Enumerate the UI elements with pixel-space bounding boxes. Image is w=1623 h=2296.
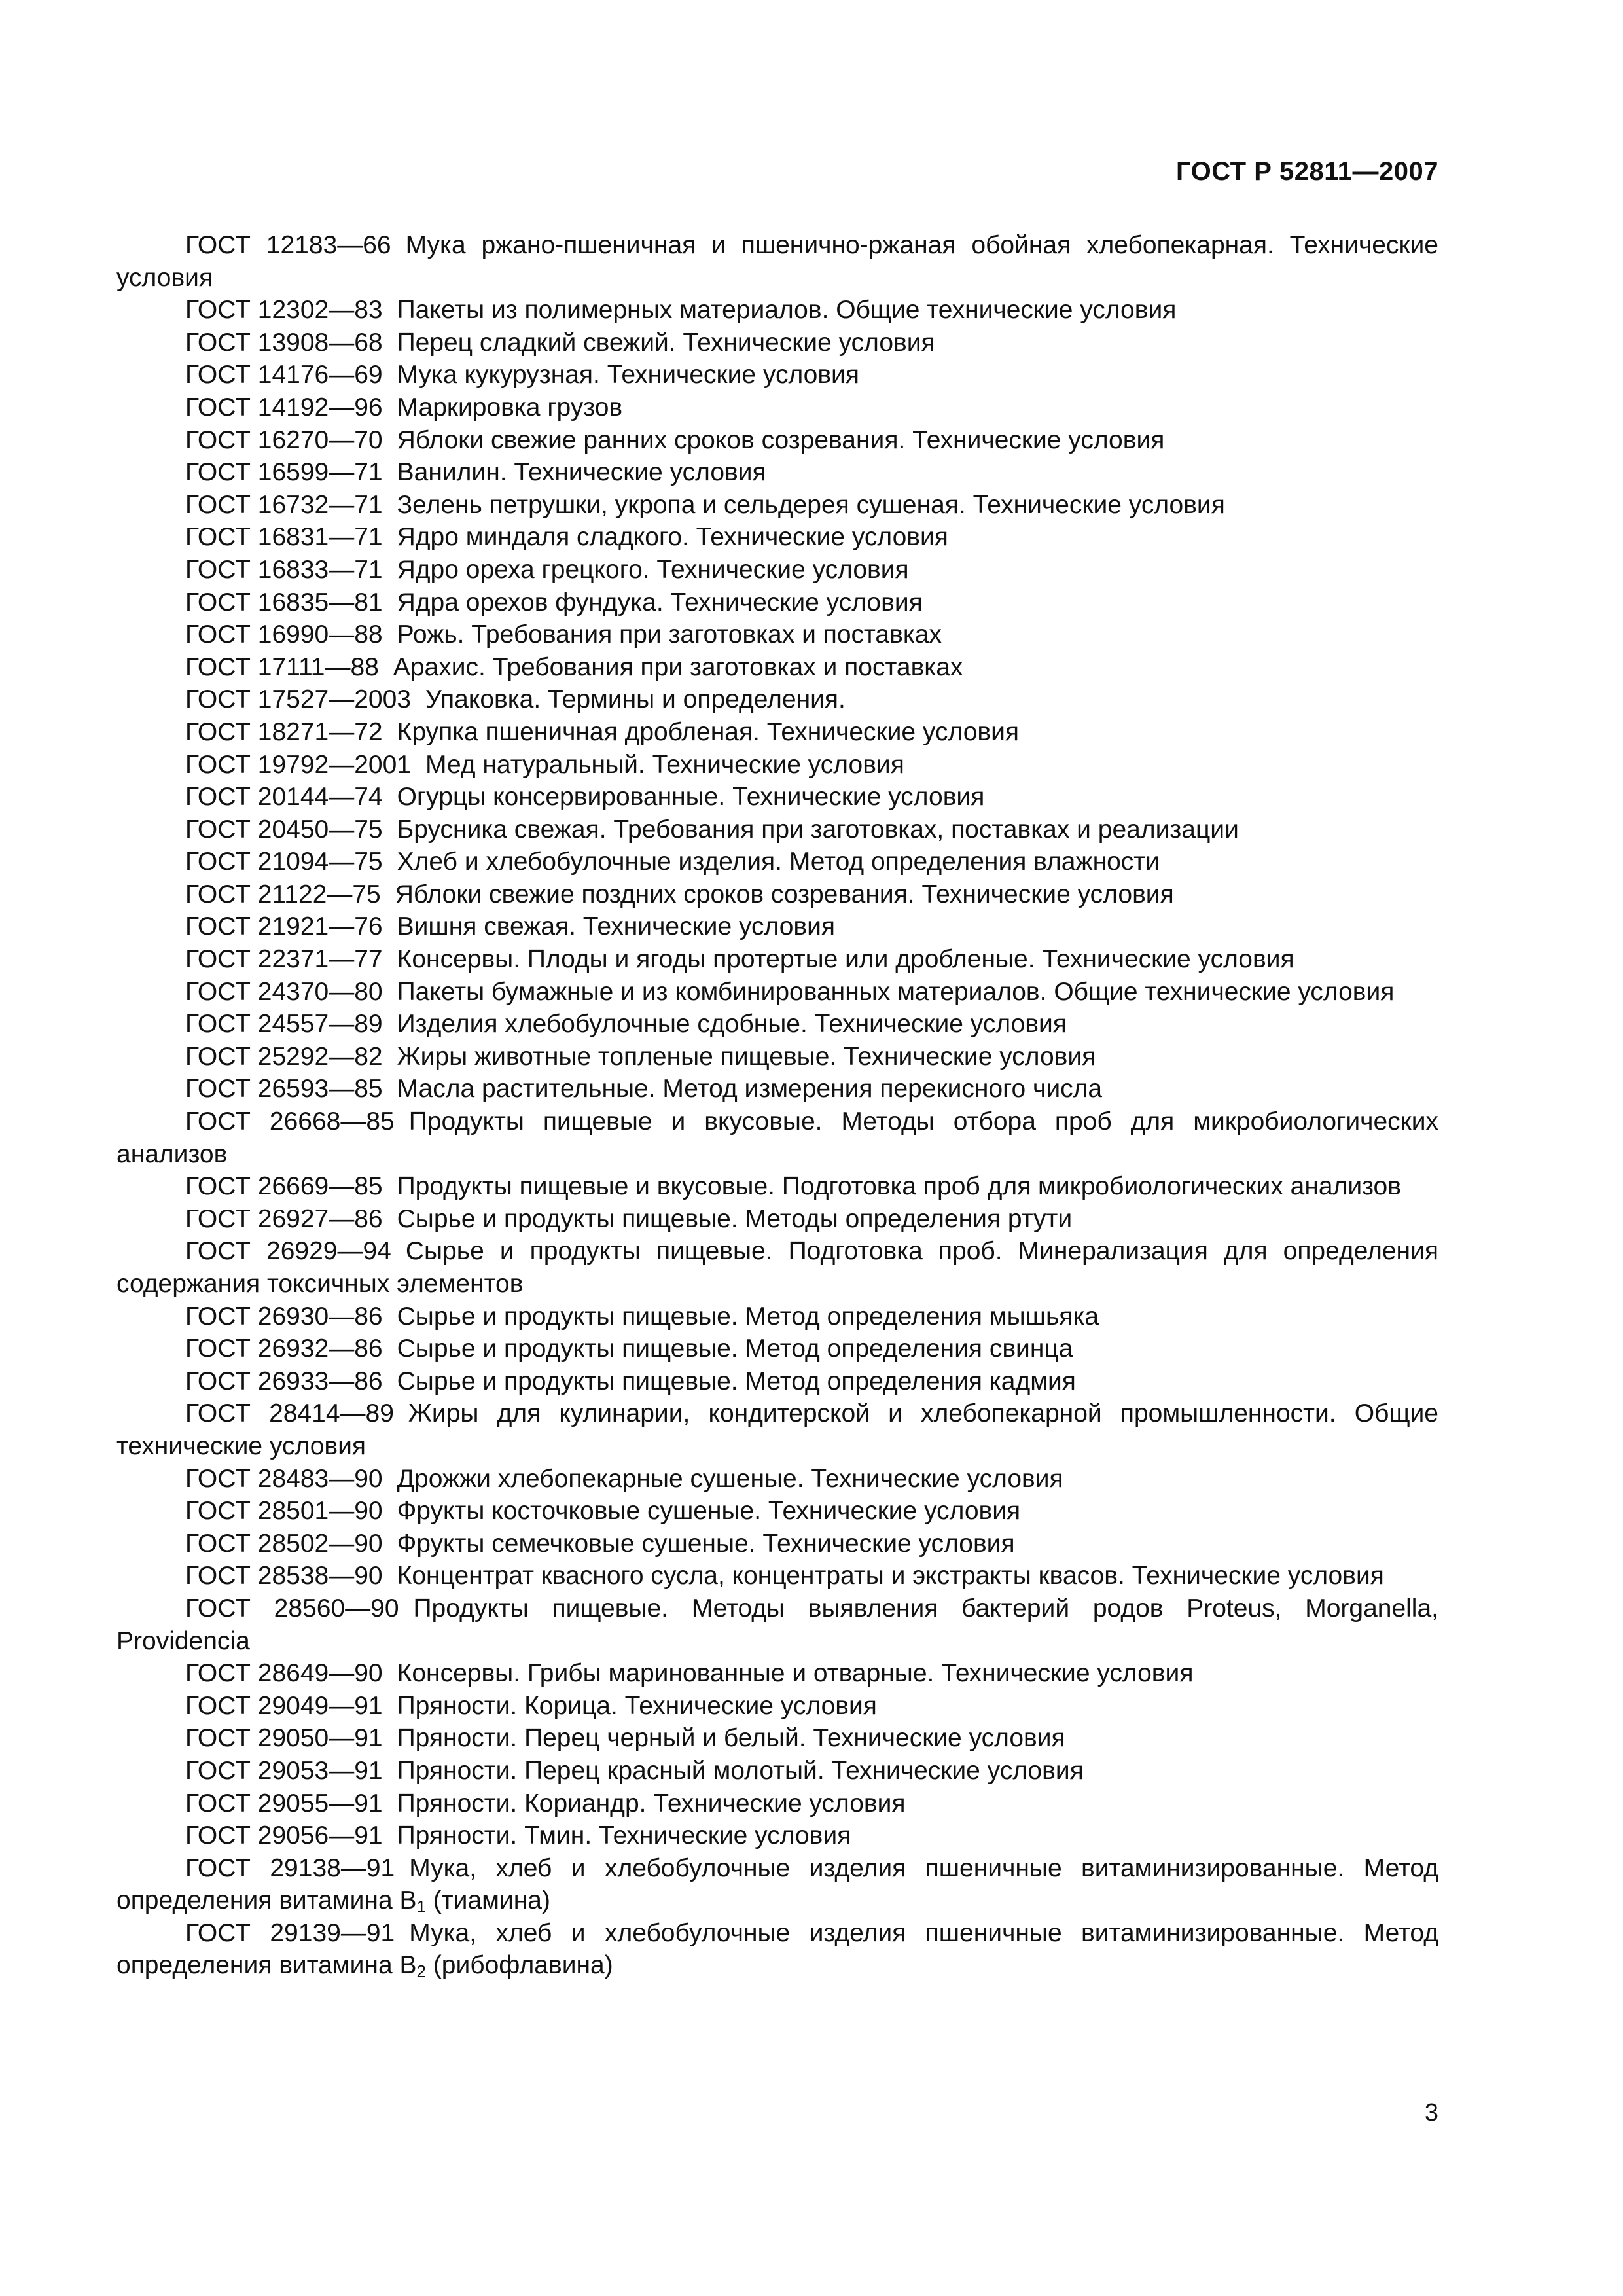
- reference-title: Продукты пищевые и вкусовые. Подготовка проб для микробиологических анализов: [397, 1172, 1401, 1201]
- reference-title: Консервы. Плоды и ягоды протертые или дробленые. Технические условия: [397, 945, 1294, 974]
- reference-code: ГОСТ 18271—72: [185, 717, 383, 746]
- reference-entry: [116, 943, 1438, 976]
- reference-code: ГОСТ 26669—85: [185, 1172, 383, 1201]
- reference-title: Яблоки свежие ранних сроков созревания. Технические условия: [397, 425, 1165, 454]
- reference-entry: [116, 1657, 1438, 1690]
- reference-entry: [116, 1495, 1438, 1528]
- reference-title: Перец сладкий свежий. Технические условия: [397, 328, 935, 357]
- reference-code: ГОСТ 21122—75: [185, 880, 381, 908]
- reference-title: Яблоки свежие поздних сроков созревания. Технические условия: [395, 880, 1174, 908]
- reference-title: Маркировка грузов: [397, 393, 623, 422]
- reference-title: Фрукты косточковые сушеные. Технические условия: [397, 1497, 1021, 1526]
- reference-code: ГОСТ 29138—91: [185, 1854, 395, 1882]
- reference-code: ГОСТ 16833—71: [185, 555, 383, 584]
- reference-entry: [116, 294, 1438, 327]
- reference-code: ГОСТ 28649—90: [185, 1659, 383, 1688]
- reference-title: Ванилин. Технические условия: [397, 458, 766, 487]
- reference-title: Мука кукурузная. Технические условия: [397, 361, 859, 389]
- reference-code: ГОСТ 29049—91: [185, 1691, 383, 1720]
- reference-code: ГОСТ 29056—91: [185, 1821, 383, 1850]
- reference-code: ГОСТ 14176—69: [185, 361, 383, 389]
- reference-title: Сырье и продукты пищевые. Метод определения мышьяка: [397, 1302, 1099, 1331]
- reference-code: ГОСТ 21094—75: [185, 848, 383, 876]
- reference-entry: [116, 1917, 1438, 1982]
- reference-title: Огурцы консервированные. Технические условия: [397, 783, 985, 812]
- reference-code: ГОСТ 28560—90: [185, 1594, 399, 1623]
- reference-entry: [116, 1722, 1438, 1755]
- reference-entry: [116, 1170, 1438, 1203]
- reference-entry: [116, 716, 1438, 749]
- reference-title: Дрожжи хлебопекарные сушеные. Технические условия: [397, 1464, 1063, 1493]
- reference-entry: [116, 327, 1438, 359]
- reference-entry: [116, 878, 1438, 911]
- reference-code: ГОСТ 12302—83: [185, 296, 383, 325]
- reference-title: Брусника свежая. Требования при заготовках, поставках и реализации: [397, 815, 1239, 844]
- reference-title: Пряности. Кориандр. Технические условия: [397, 1789, 906, 1818]
- reference-title: Пакеты бумажные и из комбинированных материалов. Общие технические условия: [397, 977, 1395, 1006]
- reference-code: ГОСТ 29139—91: [185, 1918, 395, 1947]
- reference-title: Сырье и продукты пищевые. Метод определения кадмия: [397, 1367, 1076, 1395]
- reference-code: ГОСТ 26930—86: [185, 1302, 383, 1331]
- reference-entry: [116, 1463, 1438, 1496]
- reference-code: ГОСТ 16831—71: [185, 523, 383, 552]
- reference-entry: [116, 1203, 1438, 1236]
- reference-code: ГОСТ 26933—86: [185, 1367, 383, 1395]
- reference-code: ГОСТ 28502—90: [185, 1529, 383, 1558]
- reference-title: Крупка пшеничная дробленая. Технические условия: [397, 717, 1020, 746]
- reference-entry: [116, 846, 1438, 878]
- reference-title: Продукты пищевые и вкусовые. Методы отбора проб для микробиологических анализов: [116, 1107, 1438, 1168]
- reference-title: Рожь. Требования при заготовках и поставках: [397, 620, 942, 649]
- reference-entry: [116, 1755, 1438, 1787]
- reference-code: ГОСТ 25292—82: [185, 1042, 383, 1071]
- reference-entry: [116, 1073, 1438, 1105]
- reference-title: Пряности. Тмин. Технические условия: [397, 1821, 851, 1850]
- reference-title: Хлеб и хлебобулочные изделия. Метод определения влажности: [397, 848, 1160, 876]
- reference-title: Жиры для кулинарии, кондитерской и хлебопекарной промышленности. Общие технические условия: [116, 1399, 1438, 1460]
- reference-entry: [116, 359, 1438, 391]
- reference-code: ГОСТ 26929—94: [185, 1237, 391, 1266]
- reference-title: Пряности. Перец черный и белый. Технические условия: [397, 1724, 1065, 1753]
- reference-entry: [116, 229, 1438, 294]
- reference-entry: [116, 1041, 1438, 1073]
- reference-entry: [116, 781, 1438, 814]
- reference-entry: [116, 1365, 1438, 1398]
- reference-code: ГОСТ 19792—2001: [185, 750, 412, 779]
- reference-code: ГОСТ 29055—91: [185, 1789, 383, 1818]
- reference-code: ГОСТ 21921—76: [185, 912, 383, 941]
- reference-entry: [116, 1560, 1438, 1592]
- reference-title: Арахис. Требования при заготовках и поставках: [393, 653, 963, 681]
- reference-title: Жиры животные топленые пищевые. Технические условия: [397, 1042, 1096, 1071]
- reference-title: Пряности. Перец красный молотый. Технические условия: [397, 1756, 1084, 1785]
- reference-title: Зелень петрушки, укропа и сельдерея сушеная. Технические условия: [397, 490, 1225, 519]
- reference-code: ГОСТ 16270—70: [185, 425, 383, 454]
- reference-title: Консервы. Грибы маринованные и отварные. Технические условия: [397, 1659, 1194, 1688]
- reference-subscript: 1: [416, 1897, 426, 1917]
- document-number-header: ГОСТ Р 52811—2007: [1176, 157, 1438, 186]
- reference-title: Упаковка. Термины и определения.: [425, 685, 846, 714]
- reference-title: Мука, хлеб и хлебобулочные изделия пшеничные витаминизированные. Метод определения витамина B: [116, 1854, 1438, 1915]
- page-number: 3: [1424, 2099, 1438, 2126]
- reference-code: ГОСТ 17527—2003: [185, 685, 412, 714]
- reference-entry: [116, 391, 1438, 424]
- reference-entry: [116, 521, 1438, 554]
- reference-title-tail: (тиамина): [425, 1886, 550, 1915]
- reference-code: ГОСТ 28538—90: [185, 1562, 383, 1590]
- reference-title: Мука ржано-пшеничная и пшенично-ржаная обойная хлебопекарная. Технические условия: [116, 231, 1438, 292]
- reference-code: ГОСТ 28483—90: [185, 1464, 383, 1493]
- reference-title: Продукты пищевые. Методы выявления бактерий родов Proteus, Morganella, Providencia: [116, 1594, 1438, 1655]
- reference-code: ГОСТ 24370—80: [185, 977, 383, 1006]
- reference-entry: [116, 1820, 1438, 1852]
- reference-title: Мед натуральный. Технические условия: [425, 750, 904, 779]
- reference-title: Сырье и продукты пищевые. Методы определения ртути: [397, 1204, 1073, 1233]
- reference-title: Изделия хлебобулочные сдобные. Технические условия: [397, 1010, 1067, 1039]
- reference-code: ГОСТ 26593—85: [185, 1075, 383, 1103]
- reference-code: ГОСТ 13908—68: [185, 328, 383, 357]
- reference-title: Сырье и продукты пищевые. Подготовка проб. Минерализация для определения содержания токсичных элементов: [116, 1237, 1438, 1298]
- reference-entry: [116, 814, 1438, 846]
- reference-code: ГОСТ 29053—91: [185, 1756, 383, 1785]
- reference-title: Сырье и продукты пищевые. Метод определения свинца: [397, 1335, 1073, 1363]
- reference-title: Вишня свежая. Технические условия: [397, 912, 836, 941]
- reference-code: ГОСТ 14192—96: [185, 393, 383, 422]
- reference-title: Пряности. Корица. Технические условия: [397, 1691, 877, 1720]
- reference-code: ГОСТ 22371—77: [185, 945, 383, 974]
- reference-entry: [116, 1235, 1438, 1300]
- reference-entry: [116, 1852, 1438, 1917]
- reference-title: Пакеты из полимерных материалов. Общие технические условия: [397, 296, 1177, 325]
- reference-title: Мука, хлеб и хлебобулочные изделия пшеничные витаминизированные. Метод определения витамина B: [116, 1918, 1438, 1980]
- reference-entry: [116, 554, 1438, 586]
- reference-entry: [116, 1300, 1438, 1333]
- reference-entry: [116, 910, 1438, 943]
- reference-entry: [116, 749, 1438, 781]
- reference-entry: [116, 1105, 1438, 1170]
- reference-entry: [116, 1787, 1438, 1820]
- reference-entry: [116, 651, 1438, 684]
- reference-entry: [116, 1690, 1438, 1723]
- reference-code: ГОСТ 16835—81: [185, 588, 383, 617]
- reference-title: Ядро миндаля сладкого. Технические условия: [397, 523, 948, 552]
- reference-code: ГОСТ 16732—71: [185, 490, 383, 519]
- reference-code: ГОСТ 17111—88: [185, 653, 379, 681]
- reference-title: Концентрат квасного сусла, концентраты и экстракты квасов. Технические условия: [397, 1562, 1384, 1590]
- reference-entry: [116, 1008, 1438, 1041]
- reference-title: Ядро ореха грецкого. Технические условия: [397, 555, 909, 584]
- reference-entry: [116, 683, 1438, 716]
- reference-entry: [116, 1333, 1438, 1365]
- reference-entry: [116, 586, 1438, 619]
- reference-entry: [116, 1397, 1438, 1462]
- reference-code: ГОСТ 29050—91: [185, 1724, 383, 1753]
- reference-entry: [116, 976, 1438, 1009]
- reference-entry: [116, 1528, 1438, 1560]
- reference-code: ГОСТ 26668—85: [185, 1107, 395, 1136]
- reference-code: ГОСТ 28501—90: [185, 1497, 383, 1526]
- normative-references-list: [116, 229, 1438, 1982]
- reference-entry: [116, 1592, 1438, 1657]
- reference-code: ГОСТ 16599—71: [185, 458, 383, 487]
- reference-code: ГОСТ 20450—75: [185, 815, 383, 844]
- reference-code: ГОСТ 24557—89: [185, 1010, 383, 1039]
- reference-title: Фрукты семечковые сушеные. Технические условия: [397, 1529, 1015, 1558]
- reference-code: ГОСТ 12183—66: [185, 231, 391, 259]
- reference-entry: [116, 456, 1438, 489]
- reference-code: ГОСТ 26932—86: [185, 1335, 383, 1363]
- reference-code: ГОСТ 20144—74: [185, 783, 383, 812]
- reference-title: Ядра орехов фундука. Технические условия: [397, 588, 923, 617]
- reference-code: ГОСТ 28414—89: [185, 1399, 394, 1428]
- reference-code: ГОСТ 26927—86: [185, 1204, 383, 1233]
- reference-code: ГОСТ 16990—88: [185, 620, 383, 649]
- reference-title: Масла растительные. Метод измерения перекисного числа: [397, 1075, 1103, 1103]
- reference-entry: [116, 619, 1438, 651]
- reference-subscript: 2: [416, 1962, 426, 1982]
- reference-entry: [116, 424, 1438, 457]
- reference-entry: [116, 489, 1438, 522]
- reference-title-tail: (рибофлавина): [425, 1951, 613, 1980]
